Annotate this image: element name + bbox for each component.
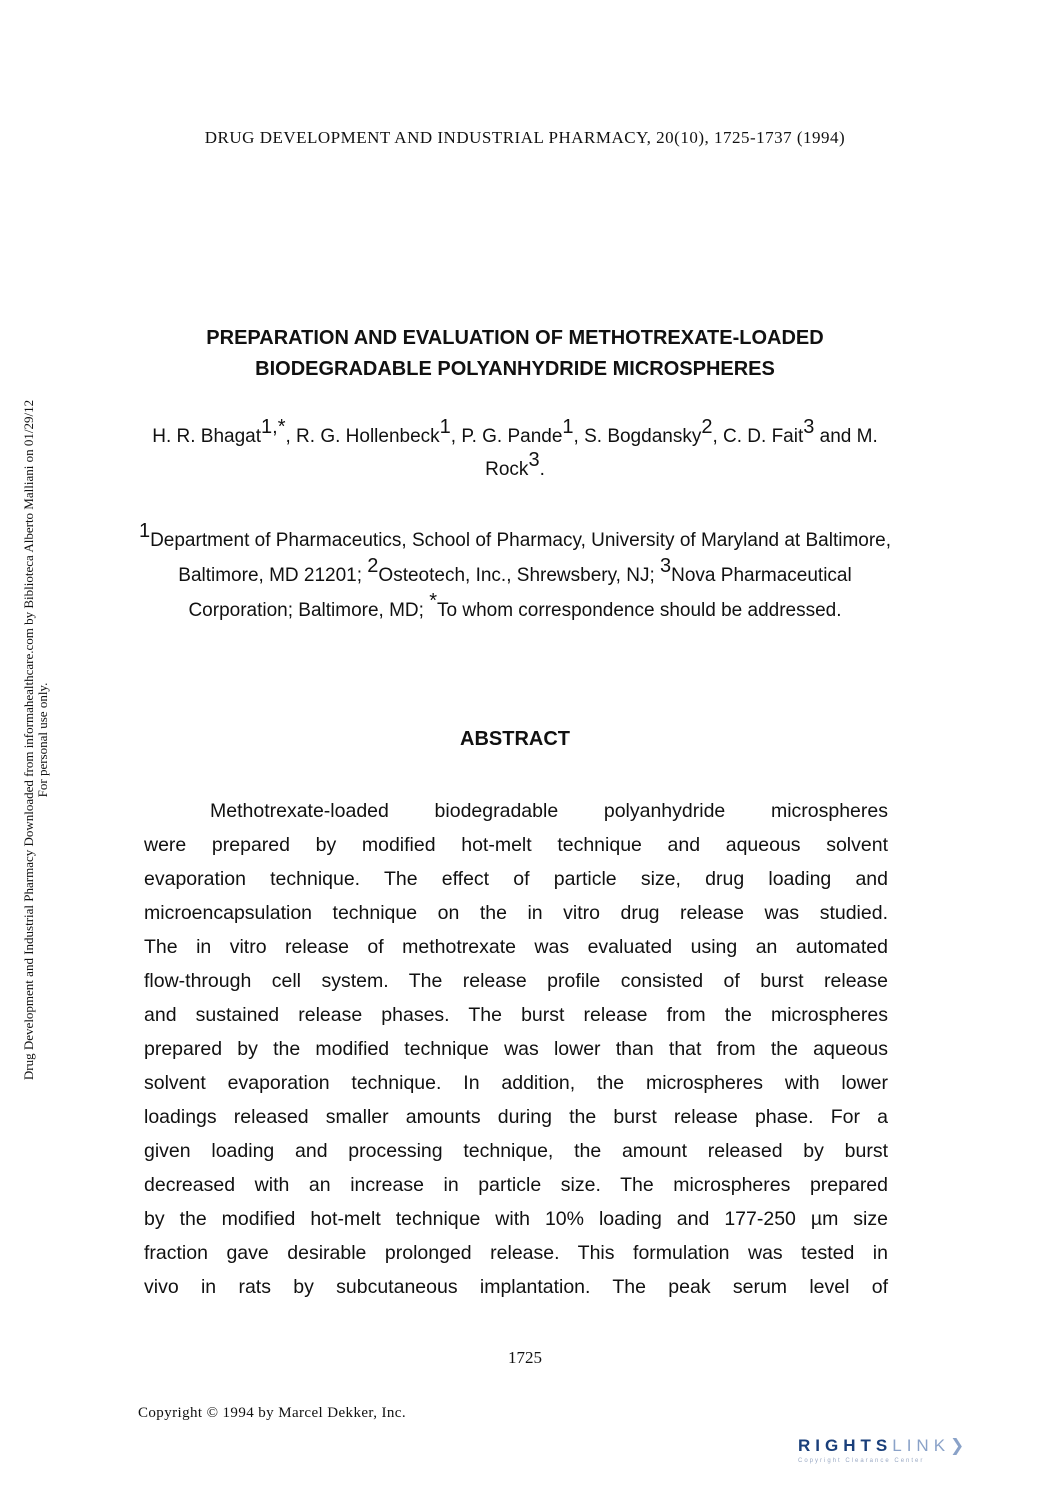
author-superscript: 1	[562, 416, 574, 438]
journal-header: DRUG DEVELOPMENT AND INDUSTRIAL PHARMACY, 20(10), 1725-1737 (1994)	[204, 128, 846, 147]
side-note-line: Drug Development and Industrial Pharmacy Downloaded from informahealthcare.com by Biblioteca Alberto Malliani on 01/29/12	[21, 399, 36, 1081]
side-note-line: For personal use only.	[35, 682, 50, 798]
rightslink-brand-light: LINK	[892, 1436, 951, 1455]
rightslink-arrow-icon: ❯	[950, 1436, 970, 1455]
affiliation-superscript: 1	[138, 520, 151, 542]
abstract-line: and sustained release phases. The burst release from the microspheres	[144, 1004, 888, 1026]
author: , S. Bogdansky	[573, 426, 702, 447]
abstract-heading: ABSTRACT	[460, 728, 570, 750]
title-line: PREPARATION AND EVALUATION OF METHOTREXATE-LOADED	[206, 327, 824, 349]
author: , C. D. Fait	[712, 426, 804, 447]
abstract-line: microencapsulation technique on the in vitro drug release was studied.	[144, 902, 888, 924]
affiliation-superscript: *	[429, 590, 437, 612]
author: H. R. Bhagat	[152, 426, 262, 447]
affiliation-superscript: 3	[660, 555, 672, 577]
rightslink-tagline: Copyright Clearance Center	[798, 1458, 925, 1464]
author-superscript: 1	[439, 416, 451, 438]
abstract-line: by the modified hot-melt technique with 10% loading and 177-250 µm size	[144, 1208, 888, 1230]
author-superscript: 1,*	[261, 416, 286, 438]
paper-title	[0, 323, 1030, 385]
abstract-line: solvent evaporation technique. In addition, the microspheres with lower	[144, 1072, 888, 1094]
page-number: 1725	[508, 1348, 542, 1367]
author: and M. Rock	[485, 426, 878, 480]
abstract-line: loadings released smaller amounts during the burst release phase. For a	[144, 1106, 888, 1128]
abstract-line: evaporation technique. The effect of particle size, drug loading and	[144, 868, 888, 890]
abstract-line: prepared by the modified technique was lower than that from the aqueous	[144, 1038, 888, 1060]
abstract-line: fraction gave desirable prolonged release. This formulation was tested in	[144, 1242, 888, 1264]
author: , P. G. Pande	[450, 426, 563, 447]
author-superscript: 2	[701, 416, 713, 438]
copyright-notice: Copyright © 1994 by Marcel Dekker, Inc.	[138, 1405, 406, 1421]
affiliation-superscript: 2	[367, 555, 379, 577]
affiliation-text: Nova Pharmaceutical Corporation; Baltimore, MD;	[188, 565, 852, 621]
rightslink-logo[interactable]	[798, 1436, 1038, 1472]
rightslink-brand	[798, 1436, 1038, 1456]
abstract-line: Methotrexate-loaded biodegradable polyanhydride microspheres	[210, 800, 888, 822]
abstract-line: given loading and processing technique, the amount released by burst	[144, 1140, 888, 1162]
abstract-line: vivo in rats by subcutaneous implantation. The peak serum level of	[144, 1276, 888, 1298]
author-list	[130, 416, 900, 486]
author-end: .	[539, 459, 545, 480]
abstract-line: The in vitro release of methotrexate was evaluated using an automated	[144, 936, 888, 958]
title-line: BIODEGRADABLE POLYANHYDRIDE MICROSPHERES	[255, 358, 775, 380]
abstract-line: decreased with an increase in particle size. The microspheres prepared	[144, 1174, 888, 1196]
abstract-body	[144, 794, 888, 1304]
abstract-line: flow-through cell system. The release profile consisted of burst release	[144, 970, 888, 992]
abstract-line: were prepared by modified hot-melt technique and aqueous solvent	[144, 834, 888, 856]
affiliation-text: Osteotech, Inc., Shrewsbery, NJ;	[378, 565, 661, 586]
author: , R. G. Hollenbeck	[285, 426, 440, 447]
affiliation-text: Department of Pharmaceutics, School of Pharmacy, University of Maryland at Baltimore, Baltimore, MD 21201;	[150, 530, 892, 586]
affiliations	[130, 520, 900, 628]
rightslink-brand-dark: RIGHTS	[798, 1436, 893, 1455]
author-superscript: 3	[803, 416, 815, 438]
affiliation-text: To whom correspondence should be addressed.	[437, 600, 842, 621]
author-superscript: 3	[528, 449, 540, 471]
